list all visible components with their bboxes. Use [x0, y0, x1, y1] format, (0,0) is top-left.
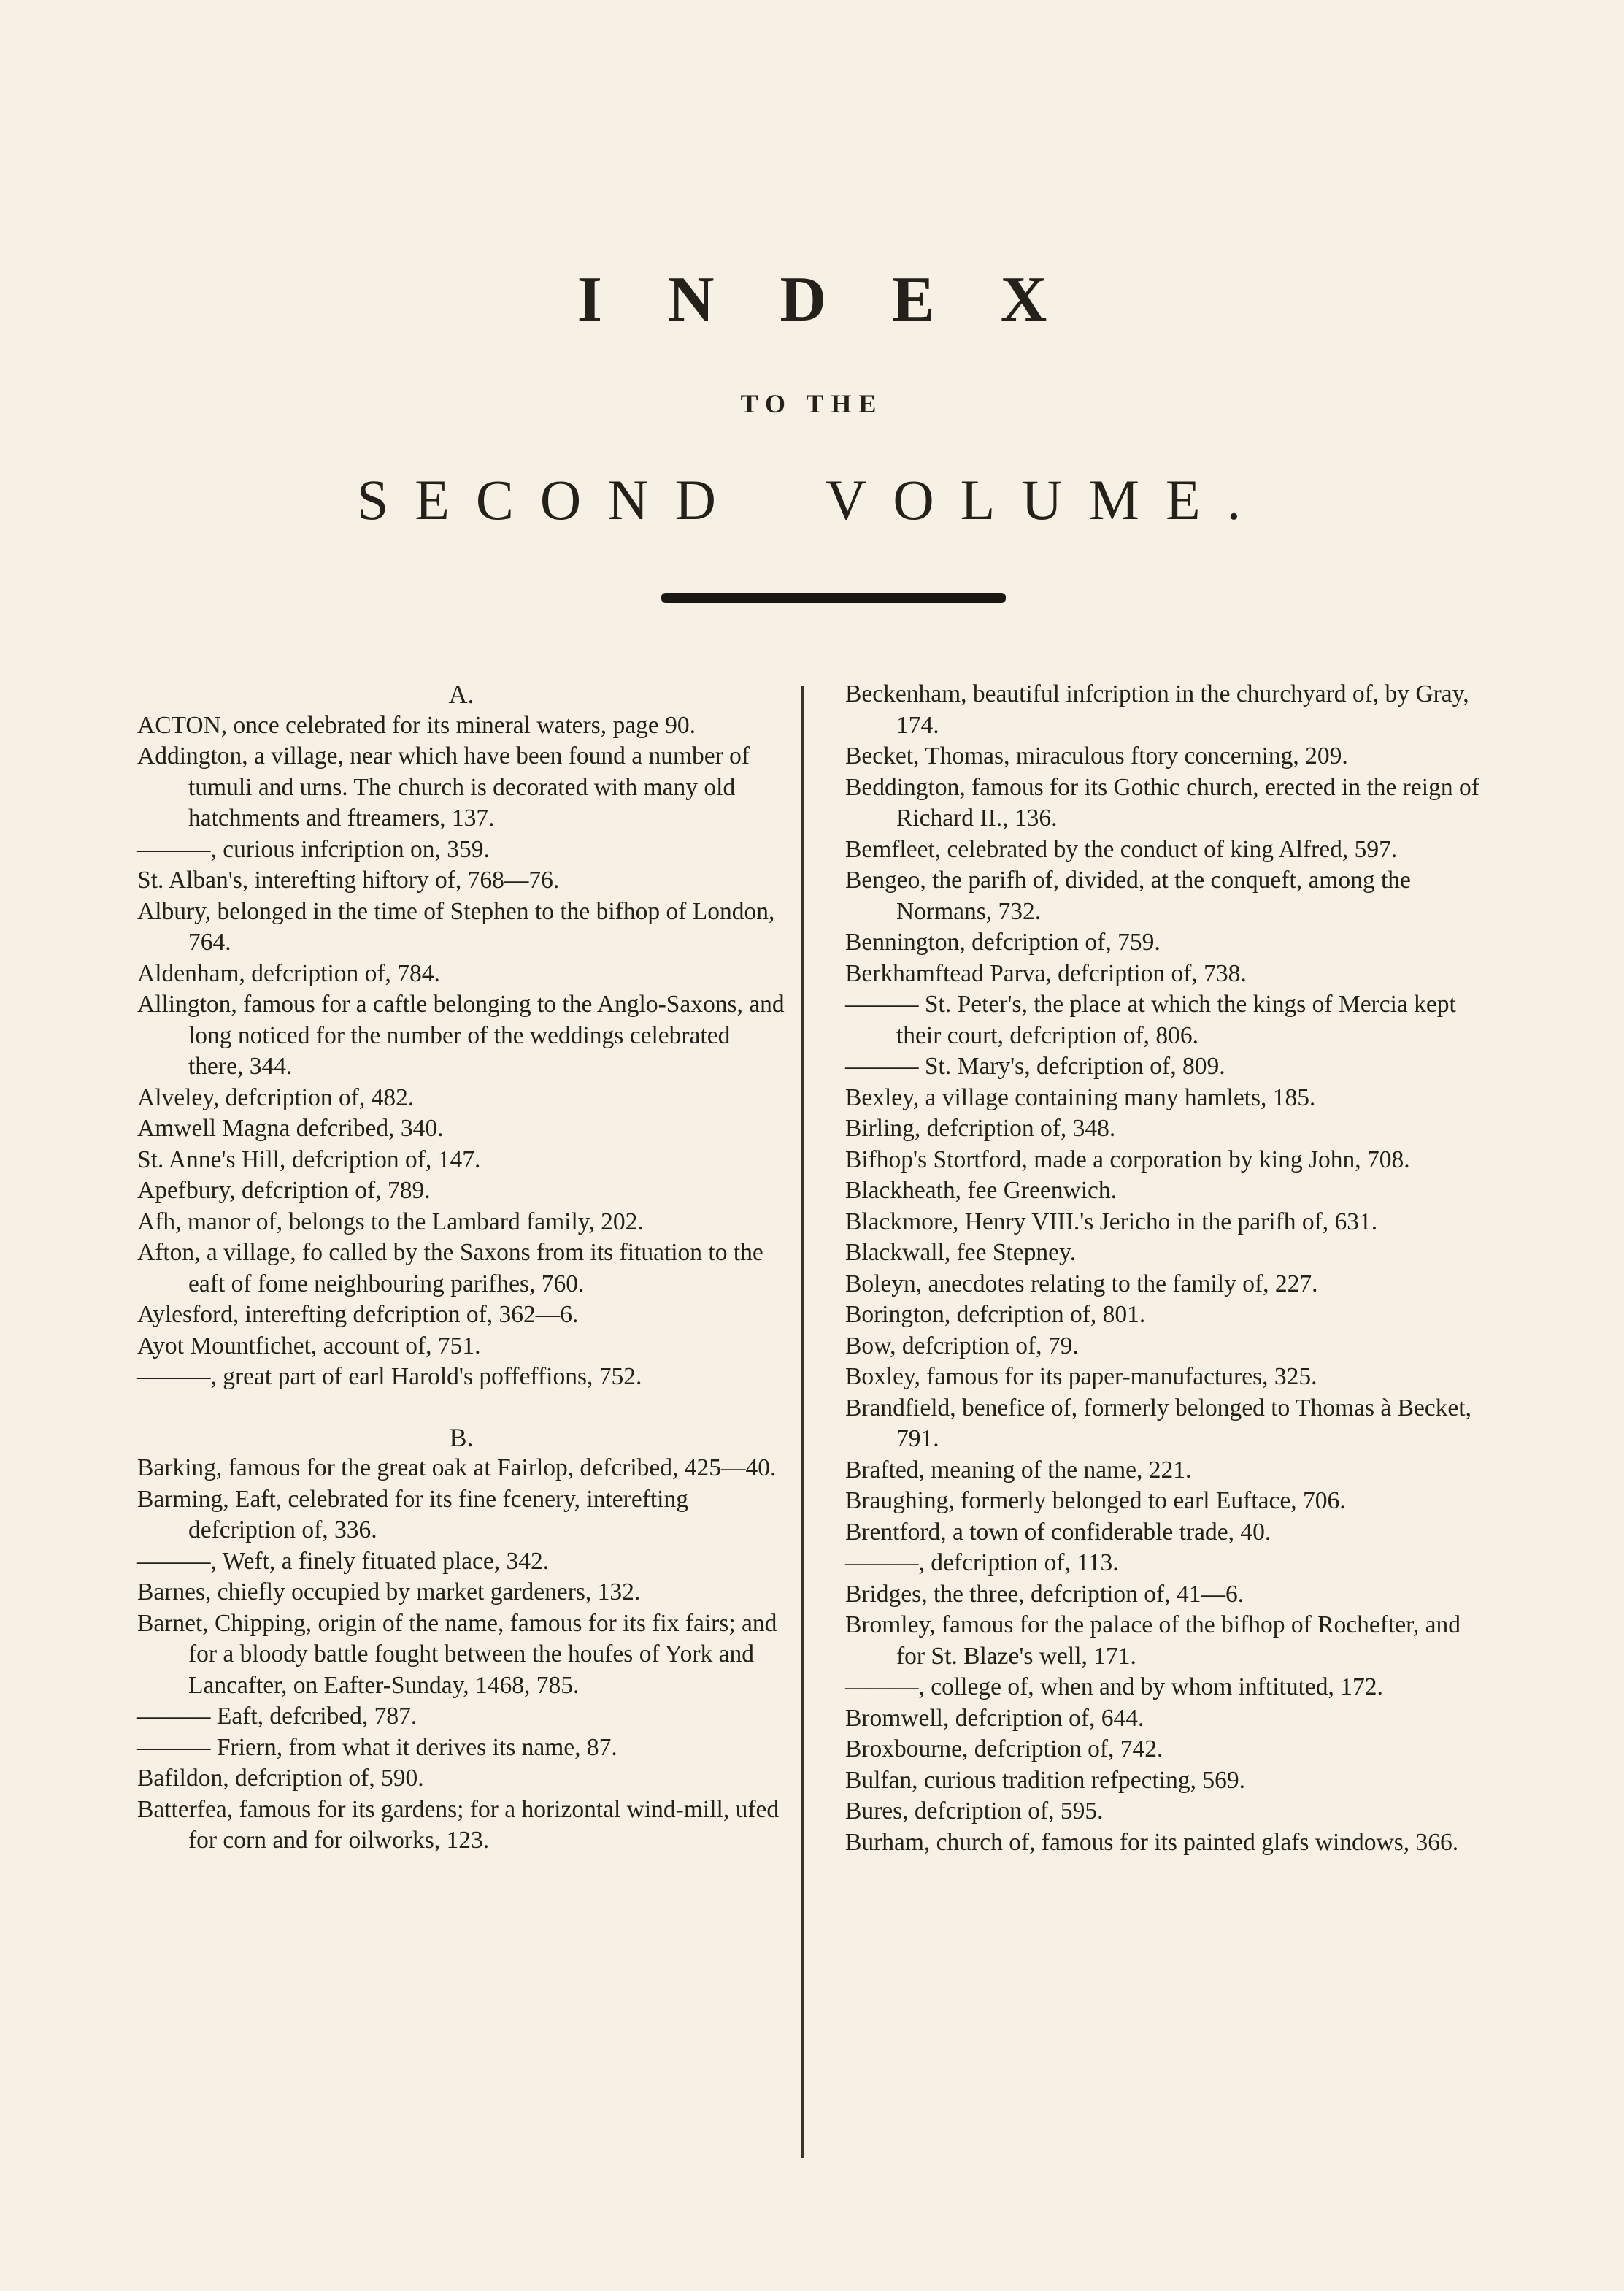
index-entry: Afh, manor of, belongs to the Lambard family, 202.	[137, 1208, 644, 1235]
index-entry: Berkhamftead Parva, defcription of, 738.	[845, 959, 1247, 987]
index-entry: Addington, a village, near which have been found a number of tumuli and urns. The church is decorated with many old hatchments and ftreamers, 137.	[137, 742, 750, 832]
index-entry: Barming, Eaft, celebrated for its fine fcenery, interefting defcription of, 336.	[137, 1485, 688, 1543]
left-column	[137, 679, 785, 1857]
index-entry: Borington, defcription of, 801.	[845, 1301, 1146, 1328]
index-entry: ———, great part of earl Harold's poffeffions, 752.	[137, 1363, 642, 1390]
index-entry: Bridges, the three, defcription of, 41—6.	[845, 1580, 1244, 1608]
section-letter-b: B.	[449, 1422, 474, 1452]
index-entry: Aylesford, interefting defcription of, 362—6.	[137, 1301, 579, 1328]
index-entry: Bow, defcription of, 79.	[845, 1332, 1079, 1359]
index-entry: Bengeo, the parifh of, divided, at the conqueft, among the Normans, 732.	[845, 867, 1411, 925]
index-entry: ———, college of, when and by whom inftituted, 172.	[845, 1673, 1383, 1700]
index-entry: Afton, a village, fo called by the Saxons from its fituation to the eaft of fome neighbouring parifhes, 760.	[137, 1239, 763, 1297]
index-entry: Allington, famous for a caftle belonging to the Anglo-Saxons, and long noticed for the number of the weddings celebrated there, 344.	[137, 991, 785, 1080]
index-entry: Amwell Magna defcribed, 340.	[137, 1115, 444, 1142]
index-entry: Alveley, defcription of, 482.	[137, 1083, 415, 1111]
index-entry: Albury, belonged in the time of Stephen to the bifhop of London, 764.	[137, 897, 775, 956]
heading-rule	[661, 593, 1006, 603]
index-entry: Brandfield, benefice of, formerly belonged to Thomas à Becket, 791.	[845, 1394, 1471, 1452]
index-entry: Broxbourne, defcription of, 742.	[845, 1735, 1163, 1762]
index-entry: Barking, famous for the great oak at Fairlop, defcribed, 425—40.	[137, 1454, 777, 1481]
index-entry: Aldenham, defcription of, 784.	[137, 959, 440, 987]
index-entry: Bexley, a village containing many hamlets, 185.	[845, 1083, 1316, 1111]
index-entry: Blackmore, Henry VIII.'s Jericho in the parifh of, 631.	[845, 1208, 1378, 1235]
index-entry: ——— St. Peter's, the place at which the kings of Mercia kept their court, defcription of, 806.	[845, 991, 1456, 1049]
index-entry: Burham, church of, famous for its painted glafs windows, 366.	[845, 1828, 1459, 1856]
index-entry: Barnet, Chipping, origin of the name, famous for its fix fairs; and for a bloody battle fought between the houfes of York and Lancafter, on Eafter-Sunday, 1468, 785.	[137, 1609, 777, 1699]
index-entry: Barnes, chiefly occupied by market gardeners, 132.	[137, 1578, 641, 1605]
index-entry: St. Alban's, interefting hiftory of, 768—76.	[137, 867, 560, 894]
index-entry: Bafildon, defcription of, 590.	[137, 1765, 424, 1792]
index-entry: Brafted, meaning of the name, 221.	[845, 1456, 1192, 1484]
index-entry: Bures, defcription of, 595.	[845, 1797, 1104, 1824]
index-entry: Bromwell, defcription of, 644.	[845, 1704, 1144, 1732]
index-entry: Beckenham, beautiful infcription in the churchyard of, by Gray, 174.	[845, 680, 1469, 739]
column-divider	[801, 686, 804, 2158]
right-column	[845, 679, 1493, 1858]
index-title: I N D E X	[577, 264, 1072, 335]
index-entry: Brentford, a town of confiderable trade, 40.	[845, 1518, 1271, 1546]
index-entry: Boxley, famous for its paper-manufactures, 325.	[845, 1363, 1317, 1390]
index-entry: St. Anne's Hill, defcription of, 147.	[137, 1146, 481, 1173]
index-entry: Apefbury, defcription of, 789.	[137, 1177, 431, 1204]
index-entry: Becket, Thomas, miraculous ftory concerning, 209.	[845, 742, 1348, 770]
index-entry: Birling, defcription of, 348.	[845, 1115, 1116, 1142]
index-entry: ———, defcription of, 113.	[845, 1549, 1119, 1576]
index-entry: Bennington, defcription of, 759.	[845, 929, 1161, 956]
index-entry: ———, curious infcription on, 359.	[137, 835, 490, 863]
index-subtitle-to-the: TO THE	[740, 389, 884, 418]
index-entry: Boleyn, anecdotes relating to the family of, 227.	[845, 1270, 1318, 1297]
index-entry: Ayot Mountfichet, account of, 751.	[137, 1332, 481, 1359]
index-entry: Bulfan, curious tradition refpecting, 569.	[845, 1766, 1245, 1794]
index-entry: ——— Eaft, defcribed, 787.	[137, 1703, 417, 1730]
index-entry: Beddington, famous for its Gothic church, erected in the reign of Richard II., 136.	[845, 773, 1479, 832]
index-entry: ACTON, once celebrated for its mineral waters, page 90.	[137, 711, 696, 739]
section-letter-a: A.	[448, 680, 474, 709]
index-entry: Bifhop's Stortford, made a corporation by king John, 708.	[845, 1146, 1410, 1173]
index-entry: Bromley, famous for the palace of the bifhop of Rochefter, and for St. Blaze's well, 171.	[845, 1611, 1461, 1670]
index-entry: ———, Weft, a finely fituated place, 342.	[137, 1547, 550, 1575]
index-entry: Blackwall, fee Stepney.	[845, 1239, 1076, 1266]
index-entry: ——— Friern, from what it derives its name, 87.	[137, 1733, 617, 1761]
index-entry: Blackheath, fee Greenwich.	[845, 1177, 1117, 1204]
index-entry: ——— St. Mary's, defcription of, 809.	[845, 1053, 1225, 1080]
index-subtitle-volume: SECOND VOLUME.	[356, 468, 1268, 532]
index-entry: Batterfea, famous for its gardens; for a horizontal wind-mill, ufed for corn and for oilworks, 123.	[137, 1795, 780, 1854]
index-entry: Bemfleet, celebrated by the conduct of king Alfred, 597.	[845, 835, 1398, 863]
index-entry: Braughing, formerly belonged to earl Euftace, 706.	[845, 1487, 1346, 1514]
